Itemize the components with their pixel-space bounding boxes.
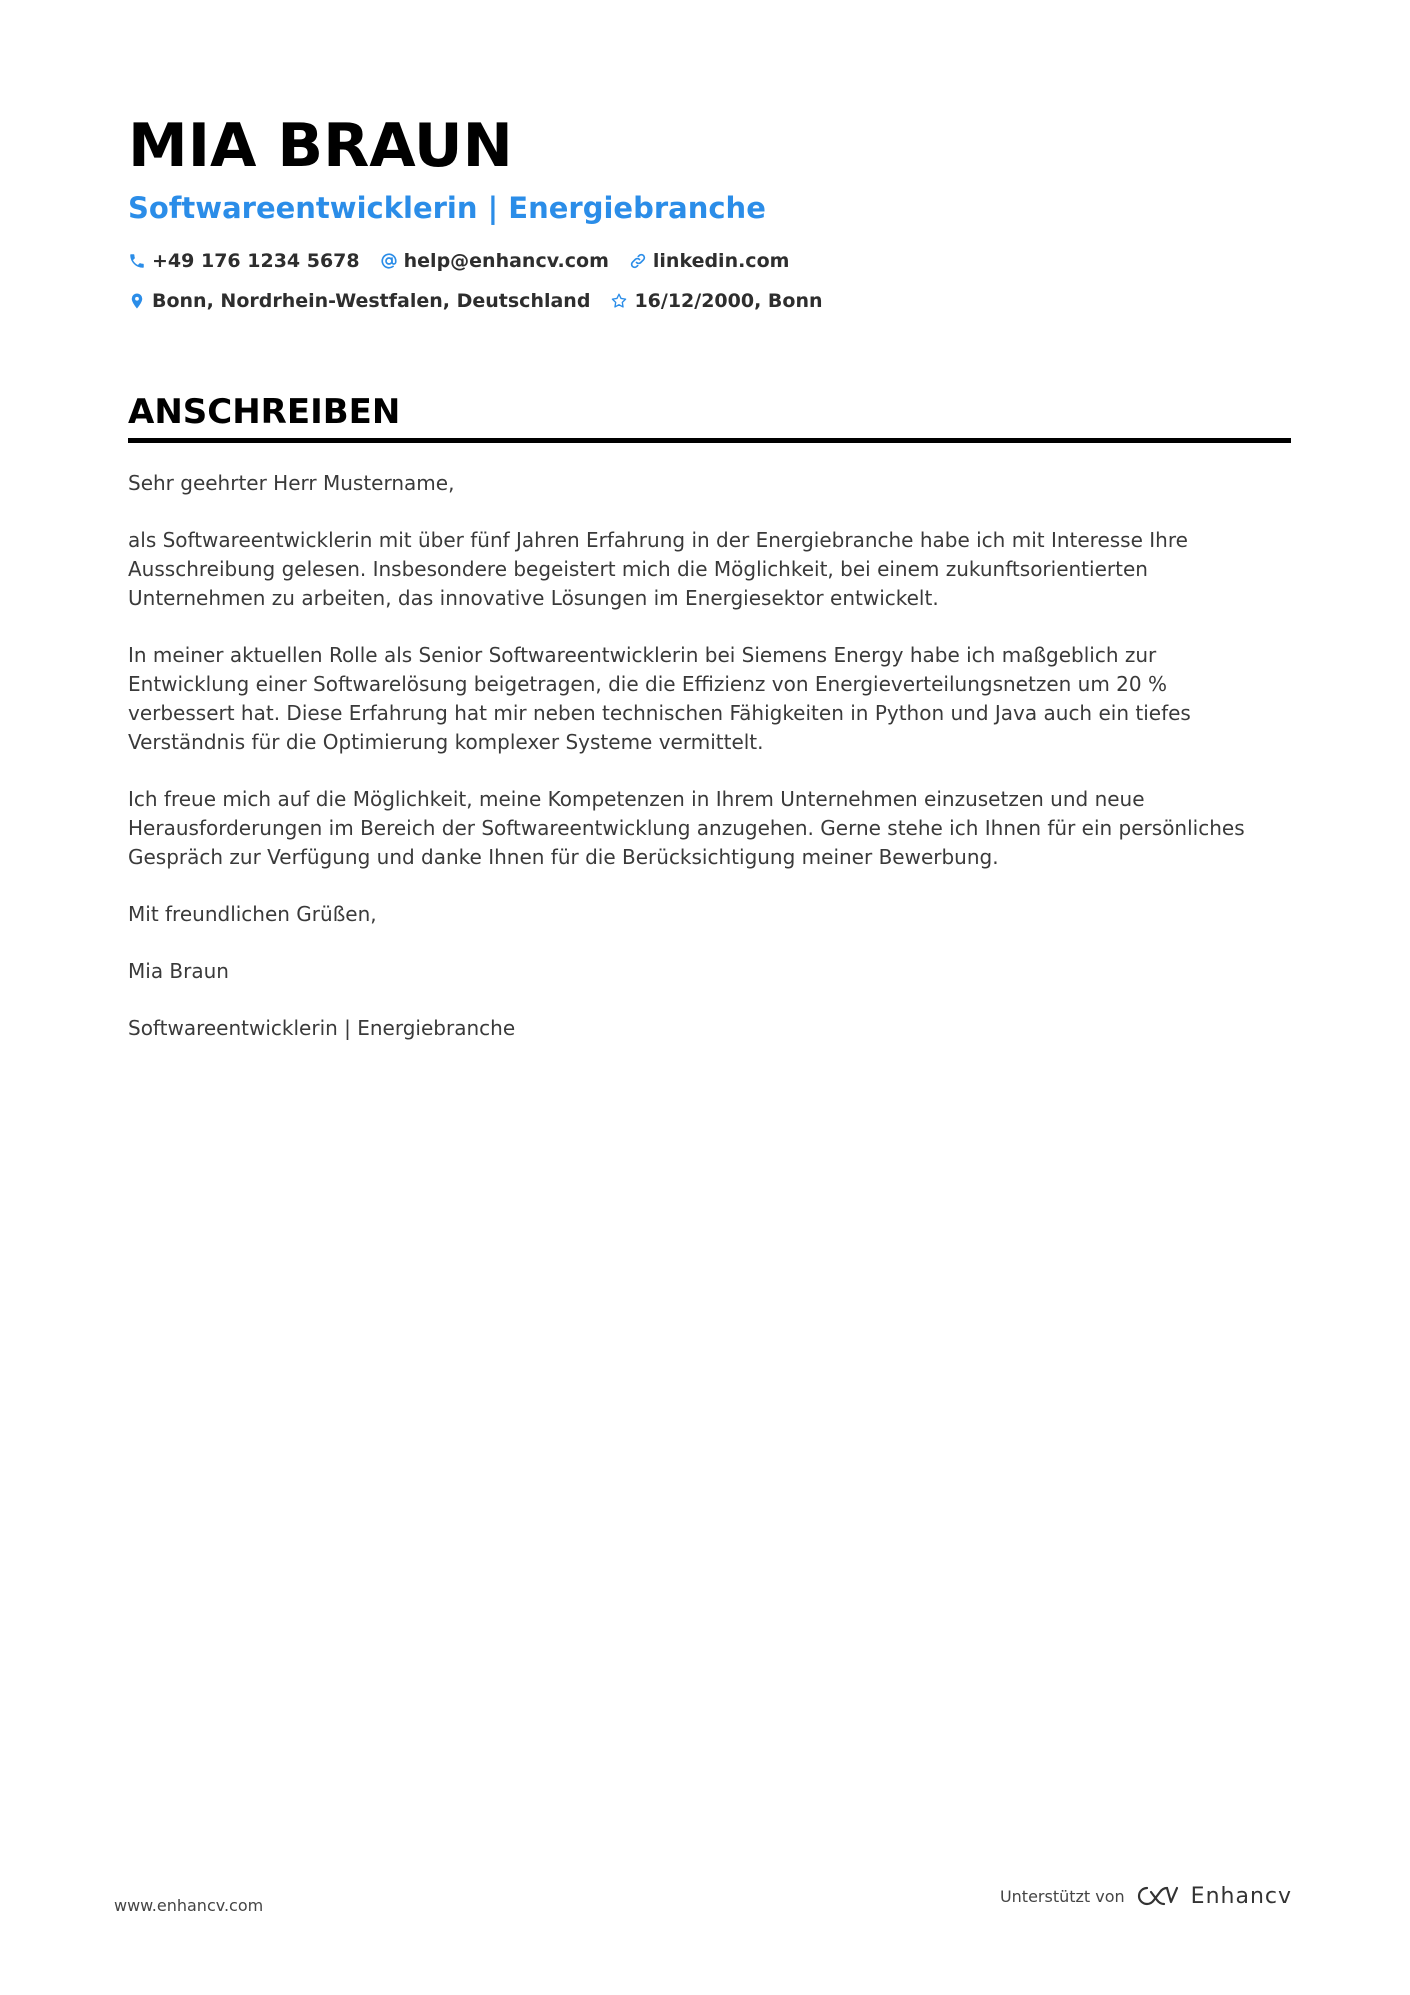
footer-branding[interactable] <box>1000 1882 1292 1910</box>
section-divider <box>128 438 1291 443</box>
enhancv-logo-icon <box>1135 1882 1181 1910</box>
footer-powered-by: Unterstützt von <box>999 1886 1125 1906</box>
letter-closing: Mit freundlichen Grüßen, <box>128 902 377 926</box>
letter-paragraph-1: als Softwareentwicklerin mit über fünf Jahren Erfahrung in der Energiebranche habe ich mit Interesse Ihre Ausschreibung gelesen. Insbesondere begeistert mich die Möglichkeit, bei einem zukunftsorientierten Unternehmen zu arbeiten, das innovative Lösungen im Energiesektor entwickelt. <box>128 528 1188 610</box>
star-icon <box>610 292 628 310</box>
contact-email-text: help@enhancv.com <box>403 250 609 272</box>
applicant-name: MIA BRAUN <box>128 111 513 181</box>
contact-phone <box>128 248 360 274</box>
contact-email[interactable] <box>380 248 609 274</box>
letter-salutation: Sehr geehrter Herr Mustername, <box>128 471 455 495</box>
contact-info <box>128 248 1291 314</box>
contact-birth <box>610 288 822 314</box>
letter-paragraph-3: Ich freue mich auf die Möglichkeit, meine Kompetenzen in Ihrem Unternehmen einzusetzen und neue Herausforderungen im Bereich der Softwareentwicklung anzugehen. Gerne stehe ich Ihnen für ein persönliches Gespräch zur Verfügung und danke Ihnen für die Berücksichtigung meiner Bewerbung. <box>128 787 1245 869</box>
contact-birth-text: 16/12/2000, Bonn <box>634 290 823 312</box>
applicant-subtitle: Softwareentwicklerin | Energiebranche <box>128 191 766 225</box>
contact-location <box>128 288 590 314</box>
contact-phone-text: +49 176 1234 5678 <box>152 250 360 272</box>
at-icon <box>380 252 398 270</box>
cover-letter-page <box>128 108 1291 1071</box>
location-pin-icon <box>128 292 146 310</box>
contact-linkedin[interactable] <box>629 248 790 274</box>
phone-icon <box>128 252 146 270</box>
contact-linkedin-text: linkedin.com <box>652 250 790 272</box>
link-icon <box>629 252 647 270</box>
section-title: ANSCHREIBEN <box>128 392 401 432</box>
contact-location-text: Bonn, Nordrhein-Westfalen, Deutschland <box>152 290 591 312</box>
letter-body <box>128 469 1291 1043</box>
letter-paragraph-2: In meiner aktuellen Rolle als Senior Softwareentwicklerin bei Siemens Energy habe ich maßgeblich zur Entwicklung einer Softwarelösung beigetragen, die die Effizienz von Energieverteilungsnetzen um 20 % verbessert hat. Diese Erfahrung hat mir neben technischen Fähigkeiten in Python und Java auch ein tiefes Verständnis für die Optimierung komplexer Systeme vermittelt. <box>128 643 1191 754</box>
letter-signature-name: Mia Braun <box>128 959 229 983</box>
footer-brand: Enhancv <box>1190 1883 1292 1909</box>
letter-signature-title: Softwareentwicklerin | Energiebranche <box>128 1016 516 1040</box>
footer-website[interactable]: www.enhancv.com <box>114 1896 264 1915</box>
